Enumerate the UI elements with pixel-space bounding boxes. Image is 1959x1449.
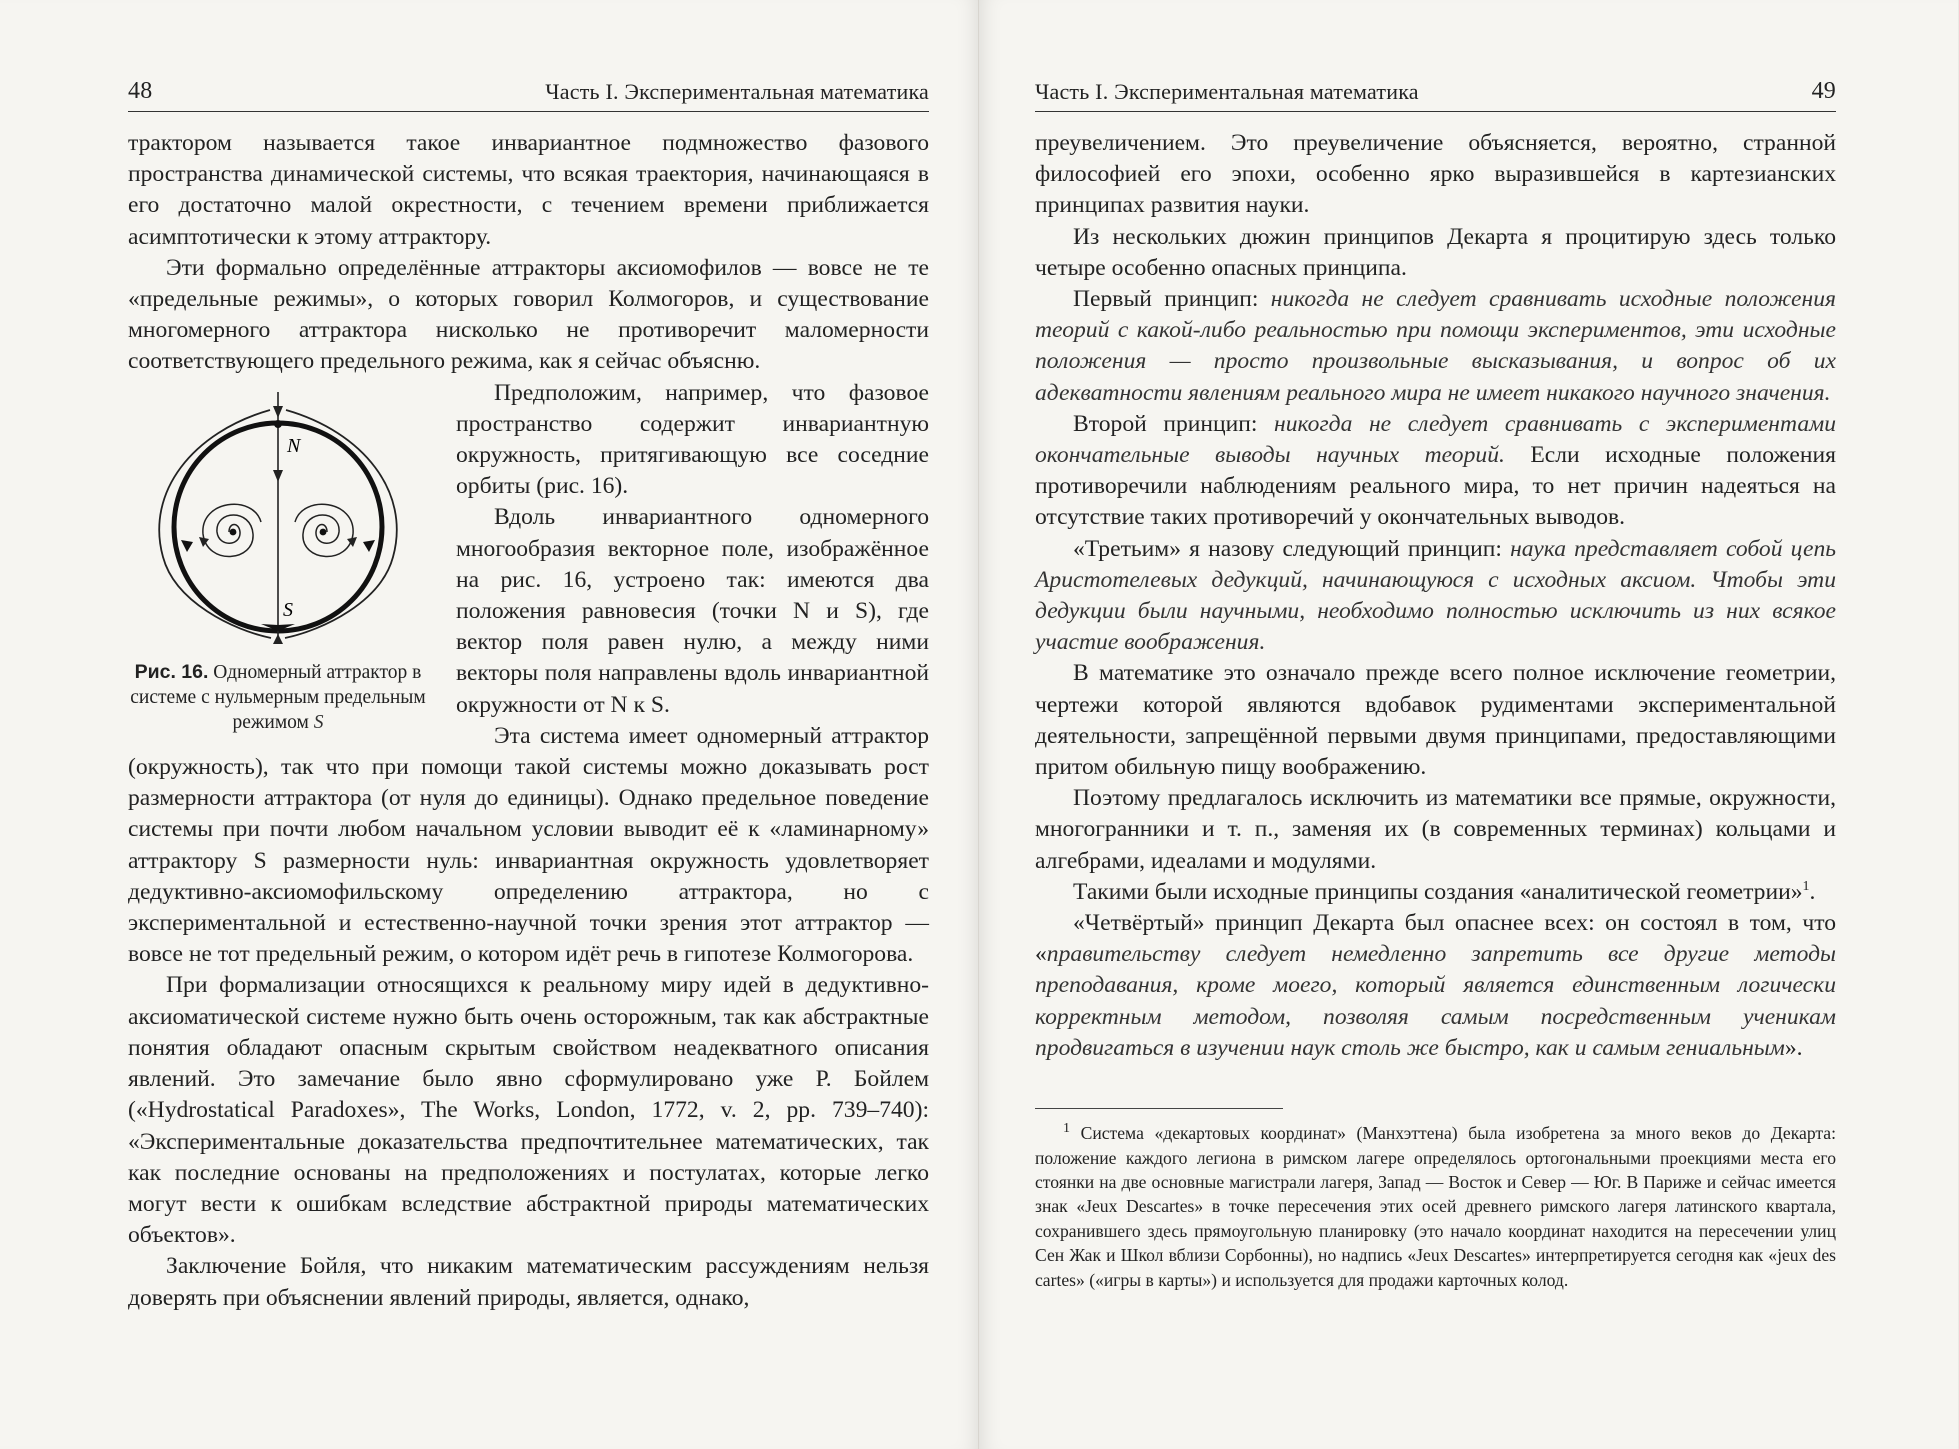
- arrow-on-circle-left: [181, 540, 193, 552]
- paragraph: [1035, 409, 1836, 534]
- paragraph: [1035, 908, 1836, 1064]
- footnote-text: Система «декартовых координат» (Манхэттена) была изобретена за много веков до Декарта: положение каждого легиона в римском лагере определялось ортогональными проекциями места его стоянки на две основные магистрали лагеря, Запад — Восток и Север — Юг. В Париже и сейчас имеется знак «Jeux Descartes» в точке пересечения этих осей древнего римского лагеря латинского квартала, сохранившего здесь прямоугольную планировку (это начало координат находится на пересечении улиц Сен Жак и Школ вблизи Сорбонны), но надпись «Jeux Descartes» интерпретируется сегодня как «jeux des cartes» («игры в карты») и используется для продажи карточных колод.: [1035, 1123, 1836, 1290]
- paragraph: Предположим, например, что фазовое пространство содержит инвариантную окружность, притягивающую все соседние орбиты (рис. 16).: [456, 379, 929, 500]
- left-page-number: 48: [128, 78, 153, 104]
- principle-quote: правительству следует немедленно запретить все другие методы преподавания, кроме моего, который является единственным логически корректным методом, позволяя самым посредственным ученикам продвигаться в изучении наук столь же быстро, как и самым гениальным: [1035, 941, 1836, 1061]
- principle-quote: никогда не следует сравнивать с экспериментами окончательные выводы научных теорий.: [1035, 410, 1836, 469]
- paragraph: [1035, 284, 1836, 409]
- principle-lead: Первый принцип:: [1073, 286, 1271, 313]
- figure-16: [128, 382, 428, 735]
- footnote-divider: [1035, 1108, 1283, 1109]
- caption-label: Рис. 16.: [134, 660, 209, 683]
- paragraph: преувеличением. Это преувеличение объясняется, вероятно, странной философией его эпохи, особенно ярко выразившейся в картезианских принципах развития науки.: [1035, 130, 1836, 219]
- paragraph-text: Такими были исходные принципы создания «аналитической геометрии»: [1073, 878, 1803, 905]
- focus-right: [320, 528, 327, 535]
- left-page: [0, 0, 979, 1449]
- arrow-up-bottom: [273, 634, 283, 644]
- principle-quote: наука представляет собой цепь Аристотелевых дедукций, начинающуюся с исходных аксиом. Чтобы эти дедукции были научными, необходимо полностью исключить из них всякое участие воображения.: [1035, 535, 1837, 656]
- footnote: [1035, 1121, 1836, 1292]
- arrow-on-circle-right: [363, 540, 375, 552]
- principle-lead: Второй принцип:: [1073, 410, 1275, 437]
- footnote-mark: 1: [1063, 1121, 1070, 1137]
- label-n: N: [287, 434, 301, 457]
- paragraph-end: ».: [1784, 1034, 1803, 1061]
- right-running-header: [1035, 78, 1836, 112]
- paragraph: Из нескольких дюжин принципов Декарта я процитирую здесь только четыре особенно опасных принципа.: [1035, 223, 1836, 281]
- paragraph: [1035, 534, 1836, 659]
- paragraph: трактором называется такое инвариантное подмножество фазового пространства динамической системы, что всякая траектория, начинающаяся в его достаточно малой окрестности, с течением времени приближается асимптотически к этому аттрактору.: [128, 130, 929, 250]
- paragraph: Поэтому предлагалось исключить из математики все прямые, окружности, многогранники и т. п., заменяя их (в современных терминах) кольцами и алгебрами, идеалами и модулями.: [1035, 785, 1836, 874]
- attractor-diagram: [143, 382, 413, 644]
- arrow-down-top: [273, 406, 283, 418]
- principle-tail: Если исходные положения противоречили наблюдениям реального мира, то нет причин надеяться на отсутствие таких противоречий у окончательных выводов.: [1035, 442, 1837, 531]
- left-running-head: Часть I. Экспериментальная математика: [545, 79, 929, 104]
- right-page-number: 49: [1811, 78, 1836, 104]
- focus-left: [230, 528, 237, 535]
- caption-text: Одномерный аттрактор в системе с нульмерным предельным режимом: [130, 661, 426, 733]
- principle-quote: никогда не следует сравнивать исходные положения теорий с какой-либо реальностью при помощи экспериментов, эти исходные положения — просто произвольные высказывания, и вопрос об их адекватности явлениям реального мира не имеет никакого научного значения.: [1035, 286, 1836, 406]
- left-running-header: [128, 78, 929, 112]
- right-running-head: Часть I. Экспериментальная математика: [1035, 79, 1419, 104]
- caption-var: S: [313, 711, 324, 733]
- label-s: S: [283, 598, 293, 621]
- arrow-down-axis: [273, 470, 283, 482]
- paragraph: При формализации относящихся к реальному миру идей в дедуктивно-аксиоматической системе нужно быть очень осторожным, так как абстрактные понятия обладают опасным скрытым свойством неадекватного описания явлений. Это замечание было явно сформулировано уже Р. Бойлем («Hydrostatical Paradoxes», The Works, London, 1772, v. 2, pp. 739–740): «Экспериментальные доказательства предпочтительнее математических, так как последние основаны на предположениях и постулатах, которые легко могут вести к ошибкам вследствие абстрактной природы математических объектов».: [128, 972, 929, 1249]
- paragraph: Вдоль инвариантного одномерного многообразия векторное поле, изображённое на рис. 16, устроено так: имеются два положения равновесия (точки N и S), где вектор поля равен нулю, а между ними векторы поля направлены вдоль инвариантной окружности от N к S.: [456, 504, 929, 718]
- principle-lead: «Третьим» я назову следующий принцип:: [1073, 535, 1511, 562]
- paragraph: [1035, 877, 1836, 908]
- right-page: [979, 0, 1958, 1449]
- paragraph: Эта система имеет одномерный аттрактор (окружность), так что при помощи такой системы можно доказывать рост размерности аттрактора (от нуля до единицы). Однако предельное поведение системы при почти любом начальном условии выводит её к «ламинарному» аттрактору S размерности нуль: инвариантная окружность удовлетворяет дедуктивно-аксиомофильскому определению аттрактора, но с экспериментальной и естественно-научной точки зрения этот аттрактор — вовсе не тот предельный режим, о котором идёт речь в гипотезе Колмогорова.: [128, 722, 929, 968]
- paragraph: Эти формально определённые аттракторы аксиомофилов — вовсе не те «предельные режимы», о которых говорил Колмогоров, и существование многомерного аттрактора нисколько не противоречит маломерности соответствующего предельного режима, как я сейчас объясню.: [128, 254, 929, 375]
- point-n: [274, 420, 282, 428]
- figure-caption: [128, 660, 428, 735]
- paragraph: В математике это означало прежде всего полное исключение геометрии, чертежи которой являются вдобавок рудиментами экспериментальной деятельности, запрещённой первыми двумя принципами, предоставляющими притом обильную пищу воображению.: [1035, 660, 1836, 781]
- principle-lead: «Четвёртый» принцип Декарта был опаснее всех: он состоял в том, что «: [1035, 910, 1836, 968]
- paragraph-end: .: [1809, 878, 1816, 905]
- footnote-ref[interactable]: 1: [1802, 879, 1810, 895]
- paragraph: Заключение Бойля, что никаким математическим рассуждениям нельзя доверять при объяснении явлений природы, является, однако,: [128, 1253, 929, 1311]
